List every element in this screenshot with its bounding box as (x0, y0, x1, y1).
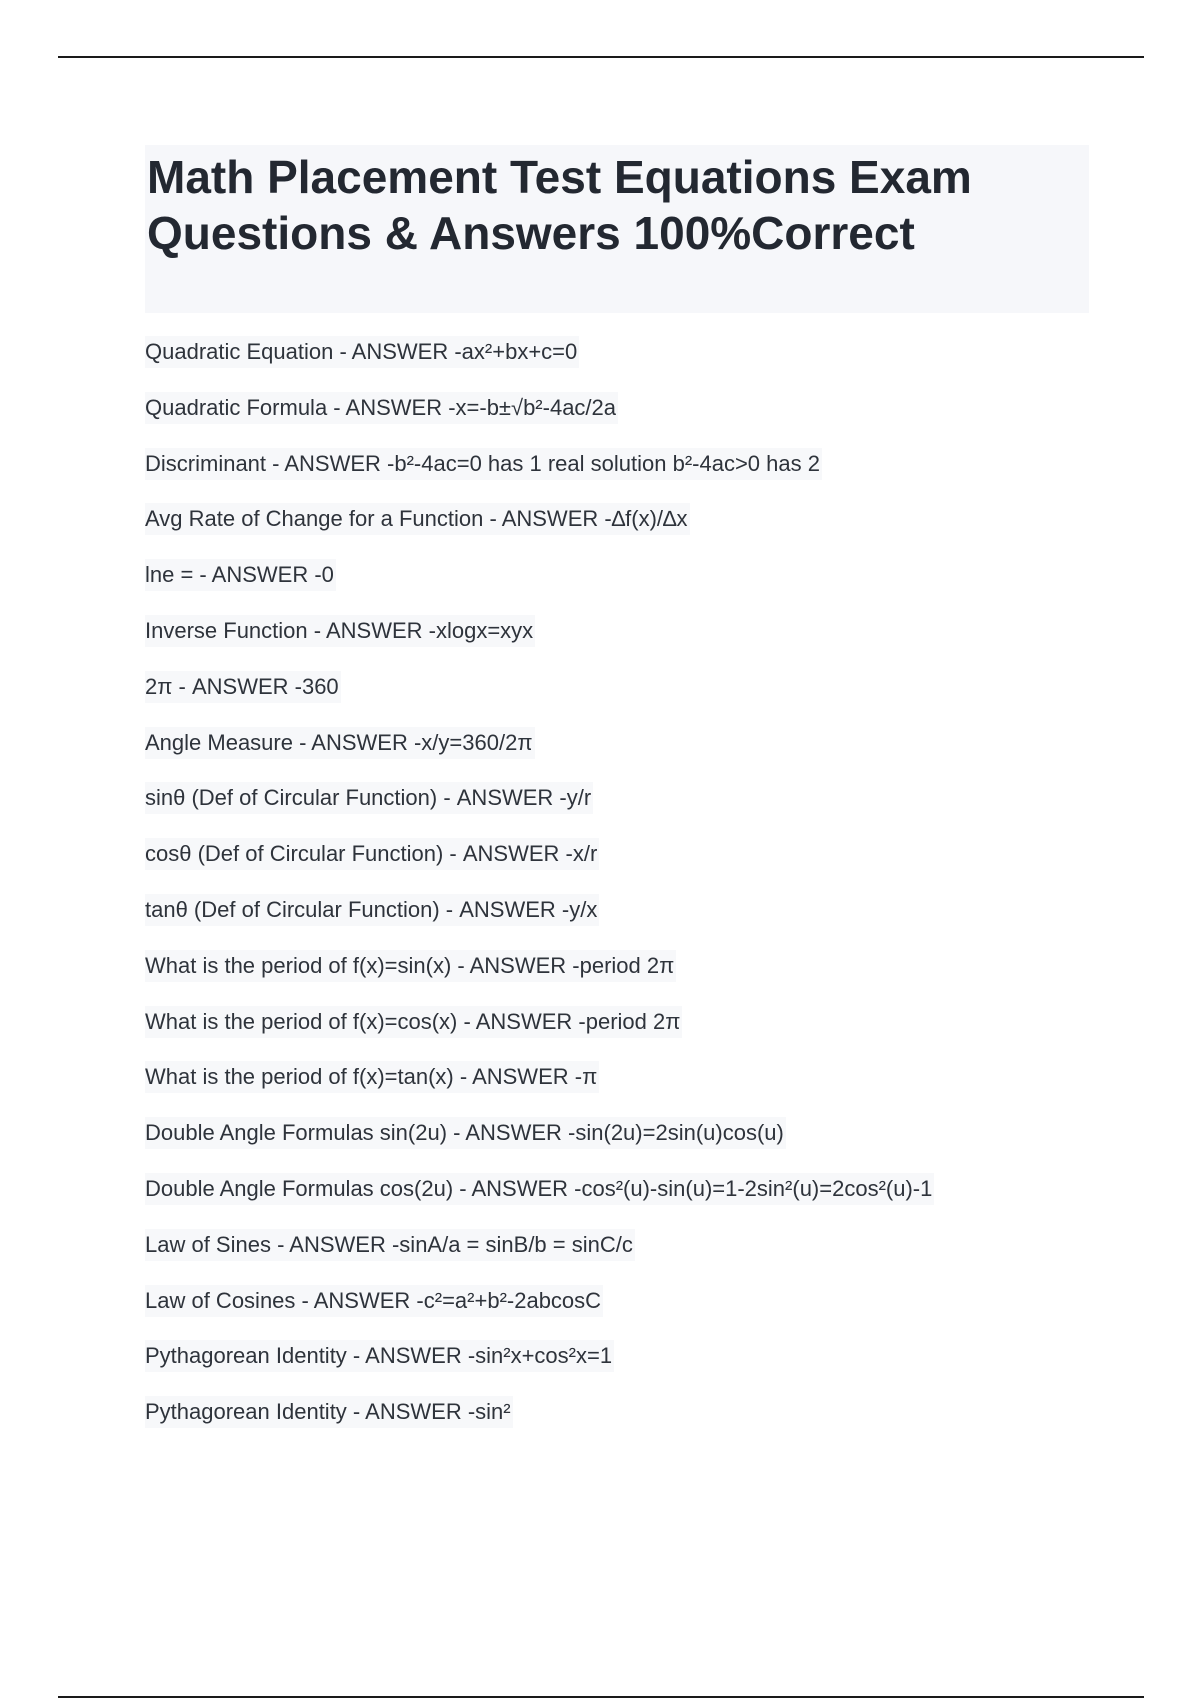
list-item (145, 1061, 1105, 1117)
title-block (145, 145, 1089, 313)
qa-text: Double Angle Formulas cos(2u) - ANSWER -cos²(u)-sin(u)=1-2sin²(u)=2cos²(u)-1 (145, 1173, 934, 1205)
list-item (145, 615, 1105, 671)
list-item (145, 1006, 1105, 1062)
qa-text: Quadratic Equation - ANSWER -ax²+bx+c=0 (145, 336, 579, 368)
list-item (145, 727, 1105, 783)
list-item (145, 1396, 1105, 1452)
list-item (145, 1173, 1105, 1229)
bottom-divider (58, 1696, 1144, 1698)
qa-text: 2π - ANSWER -360 (145, 671, 341, 703)
list-item (145, 838, 1105, 894)
qa-text: Double Angle Formulas sin(2u) - ANSWER -sin(2u)=2sin(u)cos(u) (145, 1117, 786, 1149)
qa-text: What is the period of f(x)=tan(x) - ANSWER -π (145, 1061, 599, 1093)
qa-text: cosθ (Def of Circular Function) - ANSWER -x/r (145, 838, 599, 870)
qa-text: Avg Rate of Change for a Function - ANSWER -∆f(x)/∆x (145, 503, 690, 535)
qa-text: What is the period of f(x)=sin(x) - ANSWER -period 2π (145, 950, 676, 982)
list-item (145, 671, 1105, 727)
list-item (145, 1285, 1105, 1341)
list-item (145, 894, 1105, 950)
qa-text: tanθ (Def of Circular Function) - ANSWER -y/x (145, 894, 599, 926)
qa-text: Law of Cosines - ANSWER -c²=a²+b²-2abcosC (145, 1285, 603, 1317)
top-divider (58, 56, 1144, 58)
qa-text: Law of Sines - ANSWER -sinA/a = sinB/b = sinC/c (145, 1229, 635, 1261)
qa-text: Angle Measure - ANSWER -x/y=360/2π (145, 727, 535, 759)
list-item (145, 1229, 1105, 1285)
qa-text: Quadratic Formula - ANSWER -x=-b±√b²-4ac/2a (145, 392, 618, 424)
list-item (145, 559, 1105, 615)
list-item (145, 392, 1105, 448)
list-item (145, 336, 1105, 392)
list-item (145, 1117, 1105, 1173)
qa-text: What is the period of f(x)=cos(x) - ANSWER -period 2π (145, 1006, 682, 1038)
qa-text: Inverse Function - ANSWER -xlogx=xyx (145, 615, 535, 647)
qa-text: lne = - ANSWER -0 (145, 559, 336, 591)
qa-text: sinθ (Def of Circular Function) - ANSWER -y/r (145, 782, 593, 814)
list-item (145, 950, 1105, 1006)
list-item (145, 782, 1105, 838)
qa-text: Pythagorean Identity - ANSWER -sin²x+cos²x=1 (145, 1340, 614, 1372)
list-item (145, 1340, 1105, 1396)
list-item (145, 503, 1105, 559)
qa-text: Pythagorean Identity - ANSWER -sin² (145, 1396, 513, 1428)
document-title: Math Placement Test Equations Exam Questions & Answers 100%Correct (147, 151, 972, 259)
qa-list (145, 336, 1105, 1452)
qa-text: Discriminant - ANSWER -b²-4ac=0 has 1 real solution b²-4ac>0 has 2 (145, 448, 822, 480)
list-item (145, 448, 1105, 504)
